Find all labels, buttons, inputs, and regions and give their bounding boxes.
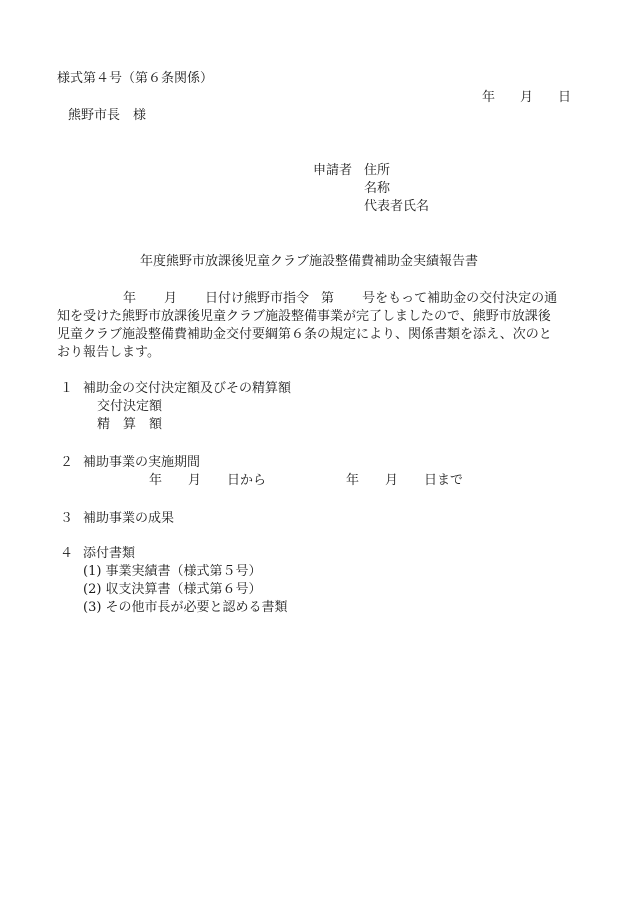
attachment-item: (1) 事業実績書（様式第５号）: [83, 564, 262, 579]
section-3-heading: 補助事業の成果: [83, 511, 175, 526]
body-line-1: [123, 290, 557, 307]
date-year-label: 年: [482, 90, 496, 105]
body-month-label: 月: [164, 291, 178, 306]
body-line-1-rest: 号をもって補助金の交付決定の通: [362, 291, 558, 306]
section-3-number: ３: [60, 511, 74, 526]
period-to: [346, 472, 463, 489]
applicant-role-label: 申請者: [313, 163, 353, 178]
period-to-month: 月: [385, 473, 399, 488]
section-2-heading: 補助事業の実施期間: [83, 455, 201, 470]
body-line-2: 知を受けた熊野市放課後児童クラブ施設整備事業が完了しましたので、熊野市放課後: [57, 309, 551, 324]
addressee: 熊野市長 様: [68, 108, 147, 123]
body-day-text: 日付け熊野市指令: [205, 291, 310, 306]
period-from-month: 月: [188, 473, 202, 488]
period-to-day: 日まで: [424, 473, 464, 488]
section-1-number: １: [60, 381, 74, 396]
form-label: 様式第４号（第６条関係）: [57, 71, 214, 86]
body-line-4: おり報告します。: [57, 345, 160, 360]
section-2-number: ２: [60, 455, 74, 470]
period-from-year: 年: [149, 473, 163, 488]
body-no-label: 第: [321, 291, 335, 306]
period-to-year: 年: [346, 473, 360, 488]
document-title: 年度熊野市放課後児童クラブ施設整備費補助金実績報告書: [140, 254, 479, 269]
attachment-item: (3) その他市長が必要と認める書類: [83, 600, 288, 615]
section-4-heading: 添付書類: [83, 546, 136, 561]
section-1-heading: 補助金の交付決定額及びその精算額: [83, 381, 292, 396]
attachment-item: (2) 収支決算書（様式第６号）: [83, 582, 262, 597]
settled-amount-label: 精 算 額: [97, 417, 163, 432]
body-line-3: 児童クラブ施設整備費補助金交付要綱第６条の規定により、関係書類を添え、次のと: [57, 327, 552, 342]
address-label: 住所: [364, 163, 391, 178]
name-label: 名称: [364, 181, 391, 196]
period-from: [149, 472, 266, 489]
date-day-label: 日: [558, 90, 572, 105]
section-4-number: ４: [60, 546, 74, 561]
decided-amount-label: 交付決定額: [97, 399, 163, 414]
date-line: [482, 89, 571, 106]
period-from-day: 日から: [227, 473, 267, 488]
body-year-label: 年: [123, 291, 137, 306]
date-month-label: 月: [520, 90, 534, 105]
representative-label: 代表者氏名: [364, 199, 430, 214]
